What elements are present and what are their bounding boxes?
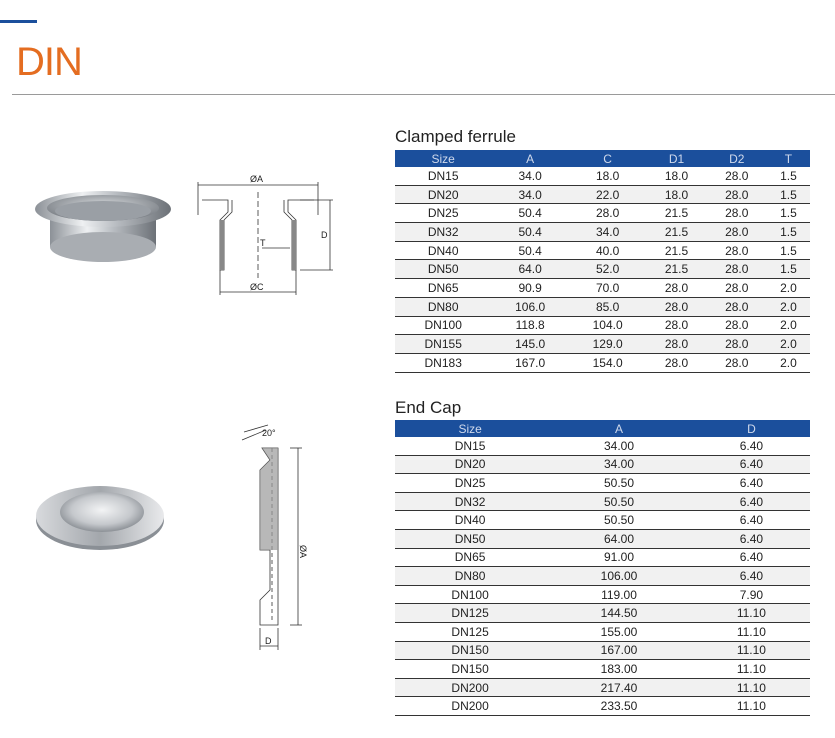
table-cell: DN15 <box>395 167 491 185</box>
table-cell: 6.40 <box>693 437 810 455</box>
table-cell: 28.0 <box>646 353 706 372</box>
table-cell: DN183 <box>395 353 491 372</box>
table-cell: 1.5 <box>767 223 810 242</box>
table-cell: DN125 <box>395 622 545 641</box>
table-cell: DN65 <box>395 279 491 298</box>
table-cell: 2.0 <box>767 279 810 298</box>
table-cell: DN155 <box>395 335 491 354</box>
table-cell: 167.0 <box>491 353 568 372</box>
table-cell: 28.0 <box>707 167 767 185</box>
table-cell: 119.00 <box>545 585 693 604</box>
column-header: D1 <box>646 150 706 167</box>
table-row <box>395 297 810 316</box>
table-cell: 11.10 <box>693 641 810 660</box>
column-header: T <box>767 150 810 167</box>
table-cell: 106.0 <box>491 297 568 316</box>
table-cell: DN200 <box>395 697 545 716</box>
column-header: A <box>545 420 693 437</box>
dim-d-label: D <box>321 230 328 240</box>
table-row <box>395 335 810 354</box>
table-row <box>395 167 810 185</box>
table-row <box>395 316 810 335</box>
table-cell: 50.4 <box>491 204 568 223</box>
table-row <box>395 604 810 623</box>
table-cell: 233.50 <box>545 697 693 716</box>
table-row <box>395 204 810 223</box>
table-cell: 28.0 <box>707 297 767 316</box>
page-title: DIN <box>16 40 82 84</box>
table-cell: 106.00 <box>545 567 693 586</box>
table-cell: 145.0 <box>491 335 568 354</box>
table-cell: 28.0 <box>707 223 767 242</box>
table-cell: DN20 <box>395 185 491 204</box>
table-cell: DN80 <box>395 567 545 586</box>
table-cell: DN20 <box>395 455 545 474</box>
table-cell: 28.0 <box>646 316 706 335</box>
table-row <box>395 279 810 298</box>
table-cell: 50.4 <box>491 223 568 242</box>
table-row <box>395 529 810 548</box>
table-cell: 18.0 <box>569 167 646 185</box>
table-cell: 91.00 <box>545 548 693 567</box>
table-cell: 28.0 <box>646 335 706 354</box>
table-cell: 50.50 <box>545 474 693 493</box>
table-cell: 183.00 <box>545 660 693 679</box>
table-cell: 6.40 <box>693 511 810 530</box>
column-header: A <box>491 150 568 167</box>
table-cell: 154.0 <box>569 353 646 372</box>
table-cell: DN100 <box>395 585 545 604</box>
table-cell: DN25 <box>395 474 545 493</box>
table-cell: 40.0 <box>569 241 646 260</box>
column-header: D <box>693 420 810 437</box>
column-header: Size <box>395 150 491 167</box>
table-cell: 50.50 <box>545 511 693 530</box>
table-cell: 2.0 <box>767 297 810 316</box>
table-row <box>395 353 810 372</box>
table-cell: 155.00 <box>545 622 693 641</box>
dim-d-label-endcap: D <box>265 636 272 646</box>
table-cell: DN65 <box>395 548 545 567</box>
table-cell: 1.5 <box>767 241 810 260</box>
table-row <box>395 660 810 679</box>
dim-t-label: T <box>260 238 266 248</box>
table-cell: DN40 <box>395 511 545 530</box>
table-cell: 34.0 <box>491 185 568 204</box>
table-cell: 21.5 <box>646 223 706 242</box>
table-cell: DN100 <box>395 316 491 335</box>
table-cell: 28.0 <box>707 353 767 372</box>
table-cell: 6.40 <box>693 567 810 586</box>
table-cell: 52.0 <box>569 260 646 279</box>
table-cell: 22.0 <box>569 185 646 204</box>
table-cell: 28.0 <box>707 260 767 279</box>
table-cell: 118.8 <box>491 316 568 335</box>
table-cell: DN200 <box>395 678 545 697</box>
table-cell: 11.10 <box>693 697 810 716</box>
table-cell: 70.0 <box>569 279 646 298</box>
table-cell: 11.10 <box>693 622 810 641</box>
table-row <box>395 185 810 204</box>
table-row <box>395 492 810 511</box>
ferrule-photo <box>28 175 178 275</box>
table-cell: 50.50 <box>545 492 693 511</box>
table-cell: 34.00 <box>545 437 693 455</box>
table-cell: DN25 <box>395 204 491 223</box>
ferrule-title: Clamped ferrule <box>395 127 516 146</box>
dim-a-label: ØA <box>250 174 264 184</box>
column-header: C <box>569 150 646 167</box>
table-row <box>395 455 810 474</box>
table-cell: 144.50 <box>545 604 693 623</box>
table-row <box>395 474 810 493</box>
table-cell: 34.0 <box>569 223 646 242</box>
table-row <box>395 548 810 567</box>
table-cell: 129.0 <box>569 335 646 354</box>
table-cell: 1.5 <box>767 260 810 279</box>
table-cell: 28.0 <box>707 316 767 335</box>
table-cell: 11.10 <box>693 660 810 679</box>
table-cell: 6.40 <box>693 455 810 474</box>
table-cell: DN80 <box>395 297 491 316</box>
endcap-drawing <box>230 420 320 655</box>
table-cell: 28.0 <box>646 297 706 316</box>
table-cell: 18.0 <box>646 185 706 204</box>
table-cell: DN32 <box>395 492 545 511</box>
dim-a-label-endcap: ØA <box>298 545 308 559</box>
table-cell: 21.5 <box>646 260 706 279</box>
table-cell: 64.0 <box>491 260 568 279</box>
table-cell: DN150 <box>395 660 545 679</box>
table-row <box>395 241 810 260</box>
table-cell: 28.0 <box>707 279 767 298</box>
accent-bar <box>0 20 37 23</box>
table-cell: DN50 <box>395 260 491 279</box>
ferrule-table <box>395 150 810 373</box>
table-cell: 28.0 <box>707 241 767 260</box>
table-row <box>395 260 810 279</box>
table-cell: 28.0 <box>707 204 767 223</box>
table-cell: DN15 <box>395 437 545 455</box>
table-row <box>395 223 810 242</box>
table-cell: 2.0 <box>767 353 810 372</box>
endcap-title: End Cap <box>395 398 462 417</box>
table-row <box>395 622 810 641</box>
table-row <box>395 697 810 716</box>
table-cell: DN40 <box>395 241 491 260</box>
endcap-table <box>395 420 810 716</box>
table-row <box>395 437 810 455</box>
table-cell: 28.0 <box>569 204 646 223</box>
column-header: D2 <box>707 150 767 167</box>
table-cell: 28.0 <box>646 279 706 298</box>
table-cell: 28.0 <box>707 335 767 354</box>
table-cell: DN32 <box>395 223 491 242</box>
ferrule-drawing <box>190 170 340 300</box>
table-row <box>395 511 810 530</box>
table-cell: 167.00 <box>545 641 693 660</box>
table-cell: 50.4 <box>491 241 568 260</box>
table-cell: 11.10 <box>693 678 810 697</box>
dim-c-label: ØC <box>250 282 264 292</box>
table-cell: DN50 <box>395 529 545 548</box>
table-cell: 1.5 <box>767 167 810 185</box>
table-cell: 34.00 <box>545 455 693 474</box>
angle-label: 20° <box>262 428 276 438</box>
table-row <box>395 567 810 586</box>
table-cell: 11.10 <box>693 604 810 623</box>
table-cell: 21.5 <box>646 241 706 260</box>
table-cell: 1.5 <box>767 185 810 204</box>
table-cell: 64.00 <box>545 529 693 548</box>
table-cell: 6.40 <box>693 492 810 511</box>
table-cell: 1.5 <box>767 204 810 223</box>
table-cell: 7.90 <box>693 585 810 604</box>
table-row <box>395 641 810 660</box>
table-cell: 2.0 <box>767 335 810 354</box>
table-cell: 217.40 <box>545 678 693 697</box>
table-row <box>395 585 810 604</box>
table-cell: 85.0 <box>569 297 646 316</box>
title-divider <box>12 94 835 95</box>
table-cell: 28.0 <box>707 185 767 204</box>
endcap-photo <box>30 470 170 560</box>
table-cell: 2.0 <box>767 316 810 335</box>
column-header: Size <box>395 420 545 437</box>
table-cell: DN125 <box>395 604 545 623</box>
table-cell: 34.0 <box>491 167 568 185</box>
table-cell: 104.0 <box>569 316 646 335</box>
table-row <box>395 678 810 697</box>
table-cell: 21.5 <box>646 204 706 223</box>
table-cell: 6.40 <box>693 548 810 567</box>
table-cell: 18.0 <box>646 167 706 185</box>
table-cell: 6.40 <box>693 529 810 548</box>
table-cell: 6.40 <box>693 474 810 493</box>
table-cell: DN150 <box>395 641 545 660</box>
table-cell: 90.9 <box>491 279 568 298</box>
